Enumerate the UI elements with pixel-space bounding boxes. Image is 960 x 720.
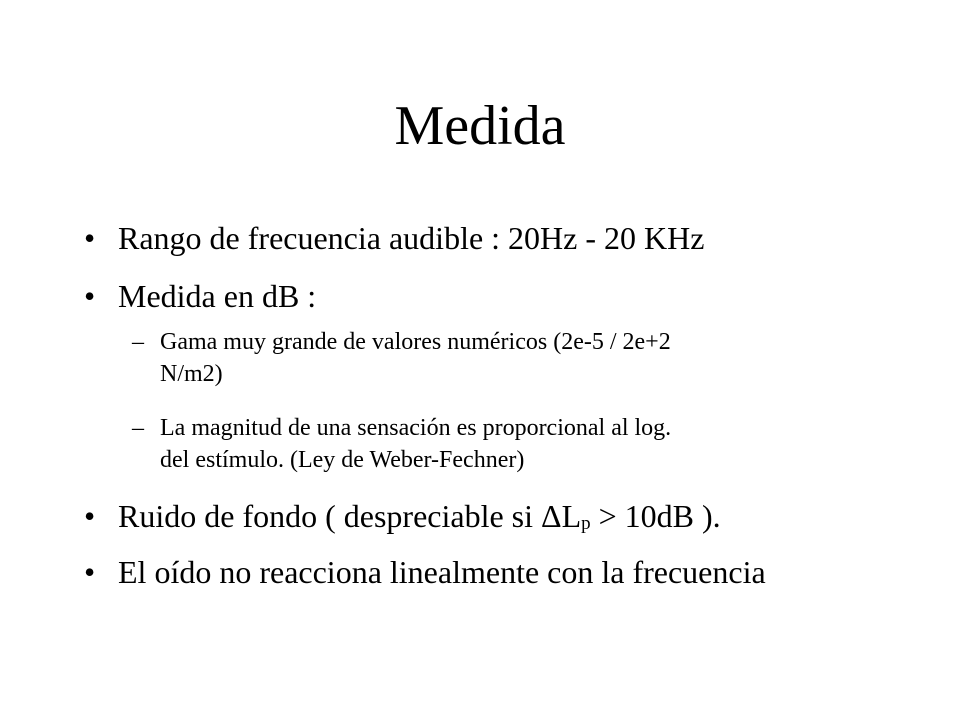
bullet-icon: • bbox=[84, 498, 96, 534]
subscript-p: p bbox=[581, 513, 591, 534]
sub-bullet-text bbox=[160, 326, 880, 390]
bullet-icon: • bbox=[84, 554, 96, 590]
bullet-icon: • bbox=[84, 220, 96, 256]
bullet-text: Rango de frecuencia audible : 20Hz - 20 KHz bbox=[118, 220, 705, 256]
sub-bullet-line-2: N/m2) bbox=[160, 361, 223, 387]
bullet-text bbox=[118, 496, 721, 544]
sub-bullet-line-2: del estímulo. (Ley de Weber-Fechner) bbox=[160, 447, 525, 473]
bullet-text: Medida en dB : bbox=[118, 278, 317, 314]
bullet-icon: • bbox=[84, 278, 96, 314]
bullet-text-main: Ruido de fondo ( despreciable si ΔL bbox=[118, 498, 582, 534]
dash-icon: – bbox=[132, 415, 144, 441]
bullet-text: El oído no reacciona linealmente con la frecuencia bbox=[118, 554, 766, 590]
sub-bullet-line-1: Gama muy grande de valores numéricos (2e-5 / 2e+2 bbox=[160, 329, 671, 355]
bullet-text-tail: > 10dB ). bbox=[590, 498, 721, 534]
sub-bullet-line-1: La magnitud de una sensación es proporcional al log. bbox=[160, 415, 672, 441]
dash-icon: – bbox=[132, 329, 144, 355]
slide-title: Medida bbox=[394, 95, 566, 157]
sub-bullet-text bbox=[160, 412, 880, 476]
